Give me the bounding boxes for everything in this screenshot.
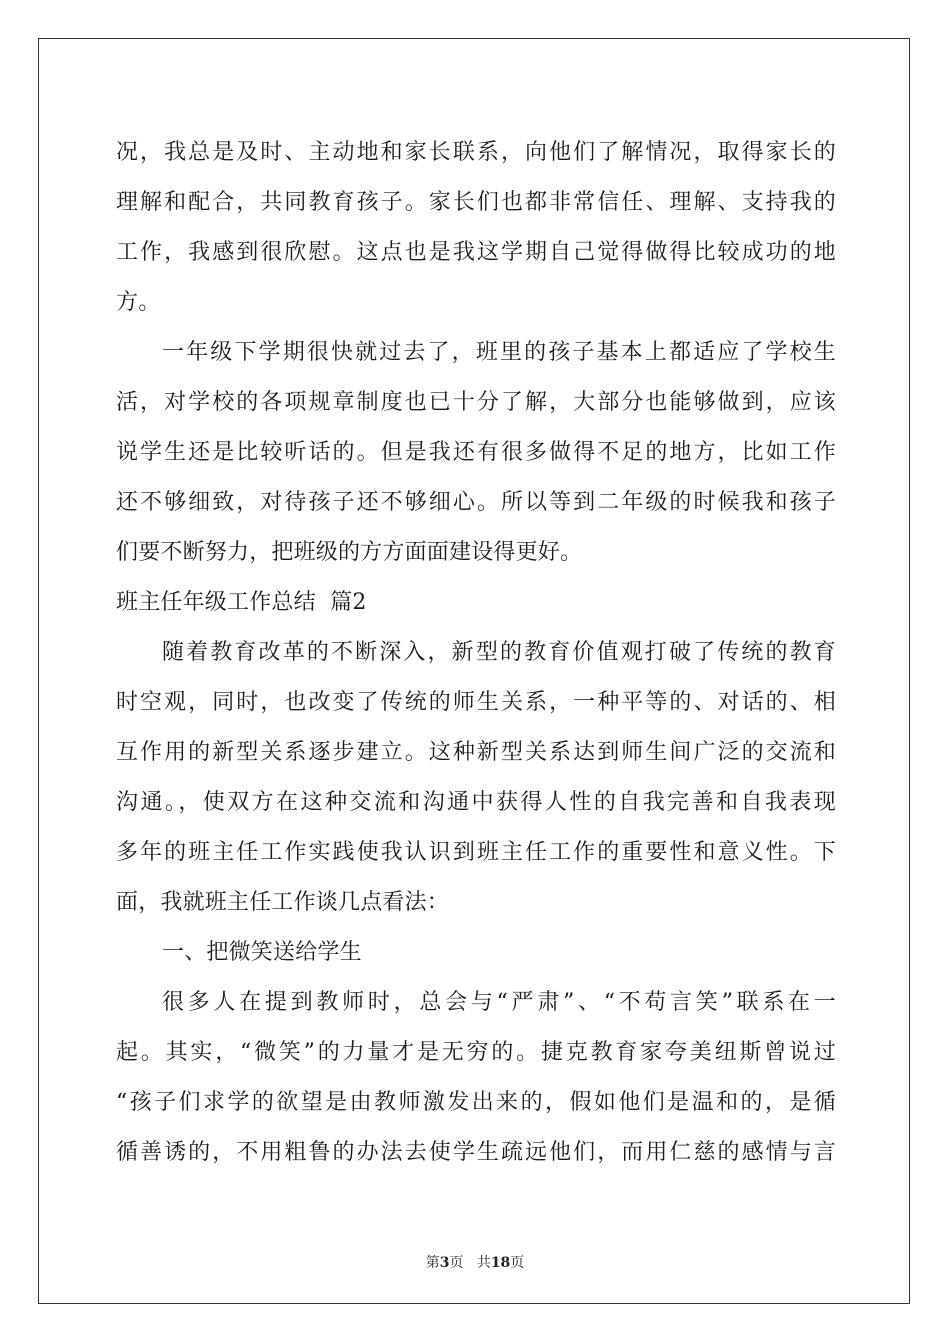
paragraph-first-line: 随着教育改革的不断深入，新型的教育价值观打破了传统的教育 [162, 640, 836, 665]
footer-total-suffix: 页 [510, 1255, 525, 1271]
current-page-number: 3 [439, 1255, 450, 1271]
body-line: 工作，我感到很欣慰。这点也是我这学期自己觉得做得比较成功的地 [116, 240, 836, 265]
page-footer [0, 1252, 950, 1272]
body-line: 况，我总是及时、主动地和家长联系，向他们了解情况，取得家长的 [116, 140, 836, 165]
body-line: 面，我就班主任工作谈几点看法： [116, 890, 450, 915]
paragraph-first-line: 一年级下学期很快就过去了，班里的孩子基本上都适应了学校生 [162, 340, 836, 365]
section-title: 班主任年级工作总结 篇2 [116, 590, 367, 615]
body-line: 活，对学校的各项规章制度也已十分了解，大部分也能够做到，应该 [116, 390, 836, 415]
paragraph-first-line: 很多人在提到教师时，总会与“严肃”、“不苟言笑”联系在一 [162, 990, 836, 1015]
footer-page-suffix: 页 [449, 1255, 464, 1271]
body-line: 沟通。，使双方在这种交流和沟通中获得人性的自我完善和自我表现 [116, 790, 836, 815]
body-line: 说学生还是比较听话的。但是我还有很多做得不足的地方，比如工作 [116, 440, 836, 465]
document-body [116, 128, 836, 1178]
total-page-count: 18 [490, 1255, 511, 1271]
footer-total-prefix: 共 [476, 1255, 491, 1271]
subheading: 一、把微笑送给学生 [162, 940, 362, 965]
body-line: “孩子们求学的欲望是由教师激发出来的，假如他们是温和的，是循 [116, 1090, 836, 1115]
body-line: 起。其实，“微笑”的力量才是无穷的。捷克教育家夸美纽斯曾说过 [116, 1040, 836, 1065]
body-line: 互作用的新型关系逐步建立。这种新型关系达到师生间广泛的交流和 [116, 740, 836, 765]
body-line: 循善诱的，不用粗鲁的办法去使学生疏远他们，而用仁慈的感情与言 [116, 1140, 836, 1165]
body-line: 理解和配合，共同教育孩子。家长们也都非常信任、理解、支持我的 [116, 190, 836, 215]
body-line: 们要不断努力，把班级的方方面面建设得更好。 [116, 540, 583, 565]
footer-prefix: 第 [425, 1255, 440, 1271]
body-line: 方。 [116, 290, 161, 315]
body-line: 多年的班主任工作实践使我认识到班主任工作的重要性和意义性。下 [116, 840, 836, 865]
body-line: 还不够细致，对待孩子还不够细心。所以等到二年级的时候我和孩子 [116, 490, 836, 515]
body-line: 时空观，同时，也改变了传统的师生关系，一种平等的、对话的、相 [116, 690, 836, 715]
